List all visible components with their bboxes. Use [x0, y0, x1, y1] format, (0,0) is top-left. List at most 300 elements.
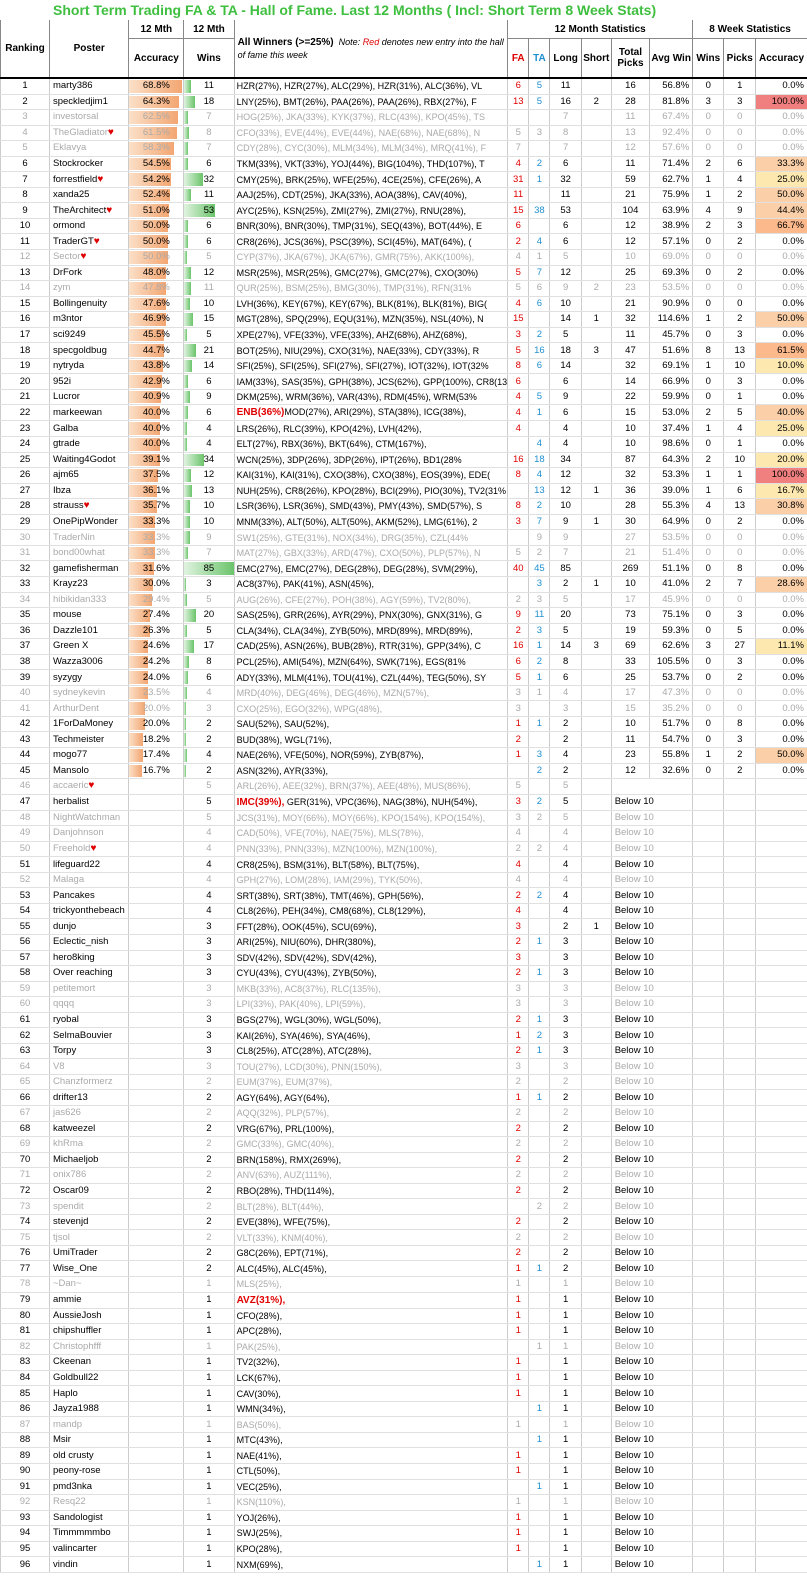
poster-cell[interactable]	[49, 405, 128, 421]
wins-value: 1	[206, 1511, 212, 1523]
header-poster[interactable]: Poster	[49, 20, 128, 78]
table-row[interactable]	[1, 685, 807, 701]
poster-cell[interactable]	[49, 1557, 128, 1573]
poster-cell[interactable]	[49, 203, 128, 219]
table-row[interactable]	[1, 794, 807, 810]
wins-value: 3	[206, 1029, 212, 1041]
wins-bar	[184, 718, 186, 731]
wins-cell	[184, 514, 234, 530]
table-row[interactable]	[1, 1183, 807, 1199]
table-row[interactable]	[1, 1386, 807, 1402]
poster-cell[interactable]	[49, 732, 128, 748]
winners-list: CDY(28%), CYC(30%), MLM(34%), MLM(34%), MRQ(41%), F	[236, 143, 487, 154]
avg-win-value: 53.5%	[662, 531, 690, 543]
table-row[interactable]	[1, 1277, 807, 1293]
poster-cell[interactable]	[49, 561, 128, 577]
table-row[interactable]	[1, 437, 807, 453]
poster-cell[interactable]	[49, 514, 128, 530]
poster-cell[interactable]	[49, 576, 128, 592]
poster-cell[interactable]	[49, 1152, 128, 1168]
table-row[interactable]	[1, 1121, 807, 1137]
header-ranking[interactable]: Ranking	[1, 20, 50, 78]
picks-8wk-value: 2	[737, 764, 743, 776]
accuracy-cell	[129, 545, 184, 561]
table-row[interactable]	[1, 94, 807, 110]
poster-cell[interactable]	[49, 794, 128, 810]
poster-cell[interactable]	[49, 1059, 128, 1075]
poster-cell[interactable]	[49, 1308, 128, 1324]
table-row[interactable]	[1, 389, 807, 405]
total-picks-cell	[611, 514, 650, 530]
winners-list: LVH(36%), KEY(67%), KEY(67%), BLK(81%), BLK(81%), BIG(	[236, 298, 488, 309]
table-row[interactable]	[1, 1401, 807, 1417]
poster-name: Jayza1988	[52, 1403, 99, 1415]
table-row[interactable]	[1, 1448, 807, 1464]
table-row[interactable]	[1, 997, 807, 1013]
poster-cell[interactable]	[49, 141, 128, 157]
table-row[interactable]	[1, 327, 807, 343]
poster-cell[interactable]	[49, 1230, 128, 1246]
rank-value: 11	[20, 235, 30, 247]
table-row[interactable]	[1, 623, 807, 639]
a8-cell	[756, 203, 807, 219]
below-10-cell	[611, 1230, 692, 1246]
poster-cell[interactable]	[49, 499, 128, 515]
poster-cell[interactable]	[49, 1121, 128, 1137]
table-row[interactable]	[1, 779, 807, 795]
table-row[interactable]	[1, 1230, 807, 1246]
long-cell	[550, 1074, 581, 1090]
poster-cell[interactable]	[49, 483, 128, 499]
poster-cell[interactable]	[49, 919, 128, 935]
poster-cell[interactable]	[49, 218, 128, 234]
table-row[interactable]	[1, 732, 807, 748]
poster-cell[interactable]	[49, 685, 128, 701]
poster-cell[interactable]	[49, 281, 128, 297]
fa-value: 1	[515, 1262, 521, 1274]
poster-name: TheGladiator	[52, 126, 108, 138]
poster-cell[interactable]	[49, 763, 128, 779]
poster-cell[interactable]	[49, 545, 128, 561]
poster-cell[interactable]	[49, 701, 128, 717]
table-row[interactable]	[1, 561, 807, 577]
ta-value: 2	[536, 500, 543, 512]
poster-cell[interactable]	[49, 1012, 128, 1028]
wins-bar	[184, 733, 186, 746]
w8-cell	[693, 872, 724, 888]
table-row[interactable]	[1, 1074, 807, 1090]
table-row[interactable]	[1, 1526, 807, 1542]
table-row[interactable]	[1, 530, 807, 546]
poster-cell[interactable]	[49, 1510, 128, 1526]
table-row[interactable]	[1, 841, 807, 857]
wins-bar	[184, 142, 188, 155]
rank-cell	[1, 358, 50, 374]
rank-value: 92	[19, 1496, 31, 1508]
poster-cell[interactable]	[49, 1245, 128, 1261]
table-row[interactable]	[1, 1308, 807, 1324]
poster-name: Over reaching	[52, 967, 113, 979]
poster-cell[interactable]	[49, 343, 128, 359]
table-row[interactable]	[1, 872, 807, 888]
table-row[interactable]	[1, 358, 807, 374]
fa-value: 4	[515, 391, 521, 403]
poster-cell[interactable]	[49, 1355, 128, 1371]
table-row[interactable]	[1, 296, 807, 312]
fa-value: 2	[515, 842, 521, 854]
wins-cell	[184, 296, 234, 312]
heart-icon: ♥	[88, 780, 95, 792]
winners-list: KPO(28%),	[236, 1544, 283, 1555]
table-row[interactable]	[1, 156, 807, 172]
w8-cell	[693, 234, 724, 250]
accuracy-value: 36.1%	[142, 484, 170, 496]
poster-cell[interactable]	[49, 1074, 128, 1090]
poster-cell[interactable]	[49, 234, 128, 250]
table-row[interactable]	[1, 499, 807, 515]
table-row[interactable]	[1, 265, 807, 281]
poster-cell[interactable]	[49, 841, 128, 857]
poster-cell[interactable]	[49, 1495, 128, 1511]
poster-cell[interactable]	[49, 857, 128, 873]
table-row[interactable]	[1, 1059, 807, 1075]
table-row[interactable]	[1, 639, 807, 655]
table-row[interactable]	[1, 857, 807, 873]
poster-cell[interactable]	[49, 1464, 128, 1480]
table-row[interactable]	[1, 312, 807, 328]
header-total-picks[interactable]: Total Picks	[611, 39, 650, 79]
table-row[interactable]	[1, 125, 807, 141]
poster-cell[interactable]	[49, 125, 128, 141]
fa-value: 1	[515, 1511, 521, 1523]
winners-list: ARI(25%), NIU(60%), DHR(380%),	[236, 937, 377, 948]
header-picks-8wk[interactable]: Picks	[724, 39, 756, 79]
header-wins[interactable]: Wins	[184, 39, 234, 79]
poster-cell[interactable]	[49, 1339, 128, 1355]
short-cell	[581, 1214, 611, 1230]
poster-cell[interactable]	[49, 1432, 128, 1448]
table-row[interactable]	[1, 468, 807, 484]
below-10-label: Below 10	[614, 1294, 654, 1306]
poster-cell[interactable]	[49, 110, 128, 126]
header-accuracy-8wk[interactable]: Accuracy	[756, 39, 807, 79]
table-row[interactable]	[1, 826, 807, 842]
table-row[interactable]	[1, 1090, 807, 1106]
poster-cell[interactable]	[49, 530, 128, 546]
table-row[interactable]	[1, 281, 807, 297]
poster-cell[interactable]	[49, 1090, 128, 1106]
poster-cell[interactable]	[49, 654, 128, 670]
accuracy-8wk-value: 0.0%	[782, 687, 804, 699]
table-row[interactable]	[1, 810, 807, 826]
table-row[interactable]	[1, 405, 807, 421]
poster-cell[interactable]	[49, 265, 128, 281]
poster-cell[interactable]	[49, 296, 128, 312]
table-row[interactable]	[1, 110, 807, 126]
table-row[interactable]	[1, 1106, 807, 1122]
table-row[interactable]	[1, 1464, 807, 1480]
poster-cell[interactable]	[49, 872, 128, 888]
poster-cell[interactable]	[49, 592, 128, 608]
table-row[interactable]	[1, 670, 807, 686]
table-row[interactable]	[1, 966, 807, 982]
poster-cell[interactable]	[49, 1199, 128, 1215]
header-ta[interactable]: TA	[529, 39, 550, 79]
heart-icon: ♥	[106, 204, 113, 216]
table-row[interactable]	[1, 981, 807, 997]
header-avg-win[interactable]: Avg Win	[650, 39, 693, 79]
wins-value: 2	[206, 1169, 212, 1181]
accuracy-cell	[129, 888, 184, 904]
table-row[interactable]	[1, 1479, 807, 1495]
table-row[interactable]	[1, 1168, 807, 1184]
rank-value: 8	[22, 189, 28, 201]
poster-cell[interactable]	[49, 78, 128, 94]
table-row[interactable]	[1, 1137, 807, 1153]
poster-cell[interactable]	[49, 779, 128, 795]
poster-cell[interactable]	[49, 374, 128, 390]
ta-cell	[529, 1245, 550, 1261]
table-row[interactable]	[1, 1432, 807, 1448]
poster-cell[interactable]	[49, 327, 128, 343]
table-row[interactable]	[1, 654, 807, 670]
long-cell	[550, 1292, 581, 1308]
poster-cell[interactable]	[49, 1183, 128, 1199]
poster-cell[interactable]	[49, 358, 128, 374]
ta-cell	[529, 203, 550, 219]
a8-cell	[756, 1510, 807, 1526]
picks-8wk-value: 13	[734, 500, 746, 512]
poster-cell[interactable]	[49, 1028, 128, 1044]
table-row[interactable]	[1, 1557, 807, 1573]
table-row[interactable]	[1, 343, 807, 359]
poster-cell[interactable]	[49, 1417, 128, 1433]
winners-cell	[234, 1526, 508, 1542]
picks-8wk-value: 27	[734, 640, 746, 652]
ta-cell	[529, 187, 550, 203]
p8-cell	[724, 296, 756, 312]
poster-cell[interactable]	[49, 1448, 128, 1464]
ta-cell	[529, 265, 550, 281]
table-row[interactable]	[1, 608, 807, 624]
p8-cell	[724, 732, 756, 748]
poster-cell[interactable]	[49, 716, 128, 732]
table-row[interactable]	[1, 203, 807, 219]
table-row[interactable]	[1, 701, 807, 717]
a8-cell	[756, 981, 807, 997]
poster-cell[interactable]	[49, 1277, 128, 1293]
poster-cell[interactable]	[49, 452, 128, 468]
p8-cell	[724, 950, 756, 966]
long-value: 12	[560, 469, 571, 481]
table-row[interactable]	[1, 576, 807, 592]
table-row[interactable]	[1, 1339, 807, 1355]
poster-cell[interactable]	[49, 950, 128, 966]
below-10-cell	[611, 1168, 692, 1184]
poster-cell[interactable]	[49, 810, 128, 826]
short-cell	[581, 826, 611, 842]
table-row[interactable]	[1, 1245, 807, 1261]
table-row[interactable]	[1, 763, 807, 779]
table-row[interactable]	[1, 919, 807, 935]
poster-cell[interactable]	[49, 1137, 128, 1153]
w8-cell	[693, 1028, 724, 1044]
header-accuracy[interactable]: Accuracy	[129, 39, 184, 79]
poster-cell[interactable]	[49, 747, 128, 763]
table-row[interactable]	[1, 747, 807, 763]
a8-cell	[756, 857, 807, 873]
poster-cell[interactable]	[49, 888, 128, 904]
table-row[interactable]	[1, 1043, 807, 1059]
fa-value: 2	[515, 967, 521, 979]
table-row[interactable]	[1, 218, 807, 234]
header-long[interactable]: Long	[550, 39, 581, 79]
table-row[interactable]	[1, 903, 807, 919]
rank-cell	[1, 1541, 50, 1557]
table-row[interactable]	[1, 1214, 807, 1230]
below-10-label: Below 10	[614, 1340, 654, 1352]
table-row[interactable]	[1, 1541, 807, 1557]
accuracy-cell	[129, 483, 184, 499]
fa-value: 2	[515, 1216, 521, 1228]
rank-value: 9	[22, 204, 28, 216]
poster-cell[interactable]	[49, 1401, 128, 1417]
poster-cell[interactable]	[49, 639, 128, 655]
long-value: 12	[560, 484, 571, 496]
poster-cell[interactable]	[49, 826, 128, 842]
accuracy-value: 54.5%	[142, 158, 170, 169]
header-short[interactable]: Short	[581, 39, 611, 79]
accuracy-8wk-value: 0.0%	[782, 702, 804, 714]
poster-cell[interactable]	[49, 421, 128, 437]
table-row[interactable]	[1, 514, 807, 530]
table-row[interactable]	[1, 1292, 807, 1308]
accuracy-cell	[129, 1168, 184, 1184]
wins-8wk-value: 0	[705, 235, 711, 247]
header-fa[interactable]: FA	[508, 39, 529, 79]
ta-value: 5	[536, 95, 543, 107]
table-row[interactable]	[1, 1417, 807, 1433]
table-row[interactable]	[1, 1510, 807, 1526]
poster-cell[interactable]	[49, 1370, 128, 1386]
poster-cell[interactable]	[49, 1526, 128, 1542]
winners-cell	[234, 701, 508, 717]
poster-cell[interactable]	[49, 966, 128, 982]
table-row[interactable]	[1, 1199, 807, 1215]
table-row[interactable]	[1, 1152, 807, 1168]
a8-cell	[756, 1059, 807, 1075]
ta-cell	[529, 1526, 550, 1542]
poster-cell[interactable]	[49, 623, 128, 639]
table-row[interactable]	[1, 483, 807, 499]
poster-cell[interactable]	[49, 312, 128, 328]
poster-cell[interactable]	[49, 1214, 128, 1230]
table-row[interactable]	[1, 1370, 807, 1386]
poster-cell[interactable]	[49, 1043, 128, 1059]
ta-cell	[529, 1043, 550, 1059]
w8-cell	[693, 841, 724, 857]
poster-cell[interactable]	[49, 1479, 128, 1495]
poster-cell[interactable]	[49, 903, 128, 919]
table-row[interactable]	[1, 1495, 807, 1511]
poster-cell[interactable]	[49, 1292, 128, 1308]
poster-name: Galba	[52, 422, 79, 434]
below-10-label: Below 10	[614, 1527, 654, 1539]
poster-cell[interactable]	[49, 172, 128, 188]
poster-cell[interactable]	[49, 670, 128, 686]
table-row[interactable]	[1, 78, 807, 94]
long-value: 53	[560, 204, 571, 216]
poster-cell[interactable]	[49, 156, 128, 172]
poster-cell[interactable]	[49, 934, 128, 950]
table-row[interactable]	[1, 716, 807, 732]
table-row[interactable]	[1, 421, 807, 437]
ta-value: 2	[536, 842, 543, 854]
table-row[interactable]	[1, 374, 807, 390]
table-row[interactable]	[1, 1355, 807, 1371]
table-row[interactable]	[1, 1012, 807, 1028]
short-cell	[581, 1339, 611, 1355]
table-row[interactable]	[1, 888, 807, 904]
poster-cell[interactable]	[49, 1541, 128, 1557]
wins-value: 2	[206, 1091, 212, 1103]
accuracy-8wk-value: 0.0%	[782, 375, 804, 387]
poster-cell[interactable]	[49, 1386, 128, 1402]
table-row[interactable]	[1, 141, 807, 157]
table-row[interactable]	[1, 234, 807, 250]
poster-cell[interactable]	[49, 997, 128, 1013]
poster-cell[interactable]	[49, 981, 128, 997]
poster-cell[interactable]	[49, 250, 128, 266]
table-row[interactable]	[1, 1028, 807, 1044]
table-row[interactable]	[1, 250, 807, 266]
ta-cell	[529, 1495, 550, 1511]
rank-value: 74	[19, 1216, 31, 1228]
poster-cell[interactable]	[49, 437, 128, 453]
short-value: 3	[593, 640, 599, 652]
poster-name: Torpy	[52, 1045, 77, 1057]
poster-cell[interactable]	[49, 389, 128, 405]
table-row[interactable]	[1, 1261, 807, 1277]
long-value: 1	[562, 1480, 569, 1492]
table-row[interactable]	[1, 950, 807, 966]
table-row[interactable]	[1, 452, 807, 468]
poster-cell[interactable]	[49, 1261, 128, 1277]
poster-cell[interactable]	[49, 187, 128, 203]
poster-cell[interactable]	[49, 1106, 128, 1122]
table-row[interactable]	[1, 187, 807, 203]
table-row[interactable]	[1, 172, 807, 188]
header-wins-8wk[interactable]: Wins	[693, 39, 724, 79]
table-row[interactable]	[1, 545, 807, 561]
table-row[interactable]	[1, 934, 807, 950]
poster-cell[interactable]	[49, 94, 128, 110]
avg-win-value: 35.2%	[662, 702, 690, 714]
poster-cell[interactable]	[49, 468, 128, 484]
poster-name: bond00what	[52, 547, 105, 559]
accuracy-value: 16.7%	[142, 764, 170, 776]
table-row[interactable]	[1, 592, 807, 608]
table-row[interactable]	[1, 1324, 807, 1340]
ta-cell	[529, 966, 550, 982]
w8-cell	[693, 125, 724, 141]
poster-cell[interactable]	[49, 1168, 128, 1184]
short-cell	[581, 234, 611, 250]
poster-cell[interactable]	[49, 608, 128, 624]
fa-cell	[508, 312, 529, 328]
accuracy-cell	[129, 1417, 184, 1433]
poster-cell[interactable]	[49, 1324, 128, 1340]
